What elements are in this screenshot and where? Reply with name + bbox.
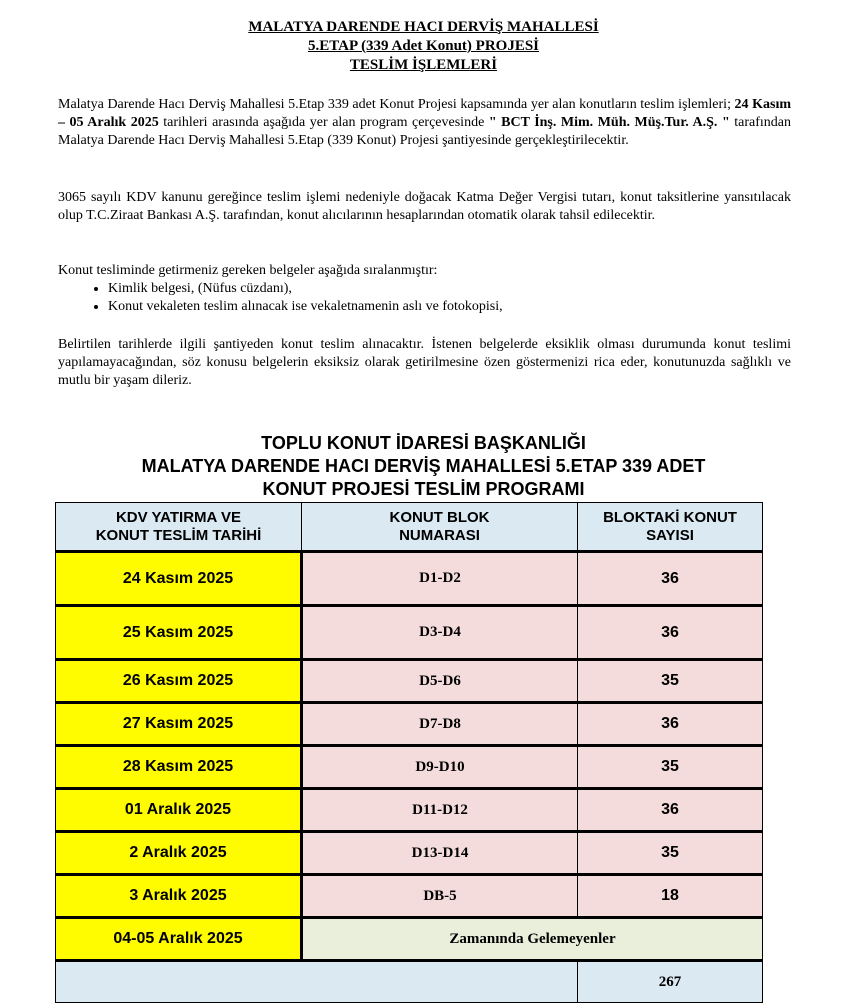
table-row	[56, 606, 763, 660]
table-row	[56, 703, 763, 746]
table-row	[56, 789, 763, 832]
table-title	[0, 432, 847, 501]
date-cell: 01 Aralık 2025	[56, 789, 302, 832]
late-arrivals-row	[56, 918, 763, 961]
documents-list	[58, 280, 791, 316]
table-row	[56, 832, 763, 875]
date-cell: 27 Kasım 2025	[56, 703, 302, 746]
table-title-line-2: MALATYA DARENDE HACI DERVİŞ MAHALLESİ 5.ETAP 339 ADET	[141, 456, 706, 476]
date-cell: 25 Kasım 2025	[56, 606, 302, 660]
table-title-line-3: KONUT PROJESİ TESLİM PROGRAMI	[262, 479, 585, 499]
block-cell: D7-D8	[302, 703, 578, 746]
late-date-cell: 04-05 Aralık 2025	[56, 918, 302, 961]
header-count-cell: BLOKTAKİ KONUT SAYISI	[578, 503, 763, 552]
documents-intro: Konut tesliminde getirmeniz gereken belgeler aşağıda sıralanmıştır:	[58, 263, 438, 278]
paragraph-kdv: 3065 sayılı KDV kanunu gereğince teslim işlemi nedeniyle doğacak Katma Değer Vergisi tutarı, konut taksitlerine yansıtılacak olup T.C.Ziraat Bankası A.Ş. tarafından, konut alıcılarının hesaplarından otomatik olarak tahsil edilecektir.	[58, 190, 791, 223]
count-cell: 35	[578, 832, 763, 875]
block-cell: D9-D10	[302, 746, 578, 789]
total-row	[56, 961, 763, 1003]
table-title-line-1: TOPLU KONUT İDARESİ BAŞKANLIĞI	[261, 433, 586, 453]
table-row	[56, 875, 763, 918]
header-line-1: MALATYA DARENDE HACI DERVİŞ MAHALLESİ	[248, 19, 599, 35]
document-header	[0, 18, 847, 75]
count-cell: 35	[578, 746, 763, 789]
date-cell: 2 Aralık 2025	[56, 832, 302, 875]
paragraph-schedule: Malatya Darende Hacı Derviş Mahallesi 5.Etap 339 adet Konut Projesi kapsamında yer alan konutların teslim işlemleri; 24 Kasım – 05 Aralık 2025 tarihleri arasında aşağıda yer alan program çerçevesinde " BCT İnş. Mim. Müh. Müş.Tur. A.Ş. " tarafından Malatya Darende Hacı Derviş Mahallesi 5.Etap (339 Konut) Projesi şantiyesinde gerçekleştirilecektir.	[58, 97, 791, 148]
table-row	[56, 746, 763, 789]
list-item: • Kimlik belgesi, (Nüfus cüzdanı),	[108, 280, 791, 298]
date-cell: 28 Kasım 2025	[56, 746, 302, 789]
count-cell: 36	[578, 552, 763, 606]
header-date-cell: KDV YATIRMA VE KONUT TESLİM TARİHİ	[56, 503, 302, 552]
total-value-cell: 267	[578, 961, 763, 1003]
delivery-dates: 24 Kasım – 05 Aralık 2025	[58, 97, 791, 130]
block-cell: D1-D2	[302, 552, 578, 606]
date-cell: 24 Kasım 2025	[56, 552, 302, 606]
block-cell: DB-5	[302, 875, 578, 918]
header-block-cell: KONUT BLOK NUMARASI	[302, 503, 578, 552]
paragraph-closing: Belirtilen tarihlerde ilgili şantiyeden konut teslim alınacaktır. İstenen belgelerde eksiklik olması durumunda konut teslimi yapılamayacağından, söz konusu belgelerin eksiksiz olarak getirilmesine özen göstermenizi rica eder, konutunuzda sağlıklı ve mutlu bir yaşam dileriz.	[58, 337, 791, 388]
count-cell: 35	[578, 660, 763, 703]
block-cell: D11-D12	[302, 789, 578, 832]
count-cell: 18	[578, 875, 763, 918]
late-label-cell: Zamanında Gelemeyenler	[302, 918, 763, 961]
table-header-row	[56, 503, 763, 552]
table-row	[56, 660, 763, 703]
count-cell: 36	[578, 606, 763, 660]
header-line-2: 5.ETAP (339 Adet Konut) PROJESİ	[308, 38, 539, 54]
header-line-3: TESLİM İŞLEMLERİ	[349, 57, 498, 73]
list-item: • Konut vekaleten teslim alınacak ise vekaletnamenin aslı ve fotokopisi,	[108, 298, 791, 316]
delivery-schedule-table	[55, 502, 763, 1003]
date-cell: 26 Kasım 2025	[56, 660, 302, 703]
block-cell: D13-D14	[302, 832, 578, 875]
block-cell: D5-D6	[302, 660, 578, 703]
table-row	[56, 552, 763, 606]
date-cell: 3 Aralık 2025	[56, 875, 302, 918]
count-cell: 36	[578, 789, 763, 832]
total-label-cell	[56, 961, 578, 1003]
contractor-name: " BCT İnş. Mim. Müh. Müş.Tur. A.Ş. "	[488, 115, 735, 130]
paragraph-documents	[58, 262, 791, 316]
block-cell: D3-D4	[302, 606, 578, 660]
count-cell: 36	[578, 703, 763, 746]
